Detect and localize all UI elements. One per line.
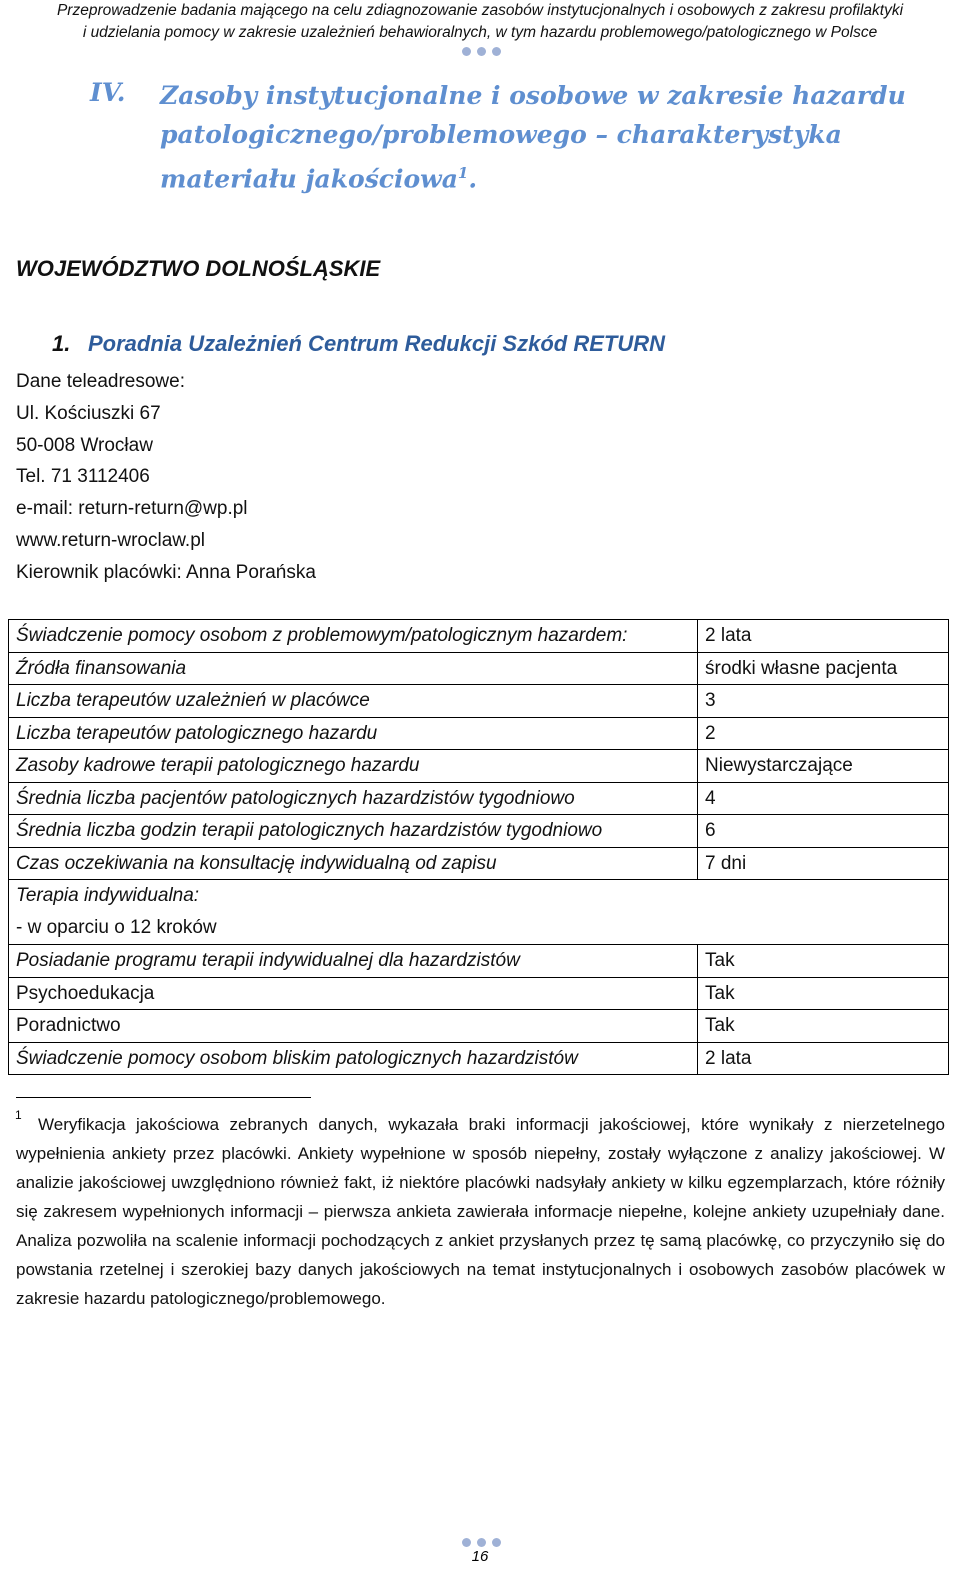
header-dots-ornament	[462, 47, 501, 56]
row-value: 2	[698, 717, 949, 750]
row-label: Liczba terapeutów uzależnień w placówce	[9, 685, 698, 718]
footnote-reference[interactable]: 1	[457, 164, 469, 182]
row-value: 3	[698, 685, 949, 718]
row-label: Zasoby kadrowe terapii patologicznego hazardu	[9, 750, 698, 783]
chapter-number: IV.	[90, 78, 126, 107]
row-label: Psychoedukacja	[9, 977, 698, 1010]
therapy-cell	[9, 880, 949, 945]
row-value: Tak	[698, 1010, 949, 1043]
contact-phone: Tel. 71 3112406	[16, 466, 150, 488]
contact-email[interactable]: e-mail: return-return@wp.pl	[16, 498, 248, 520]
chapter-title: Zasoby instytucjonalne i osobowe w zakresie hazardu patologicznego/problemowego – charakterystyka materiału jakościowa$^1$.	[160, 81, 906, 194]
row-value: Tak	[698, 977, 949, 1010]
row-label: Świadczenie pomocy osobom z problemowym/patologicznym hazardem:	[9, 620, 698, 653]
row-label: Posiadanie programu terapii indywidualnej dla hazardzistów	[9, 945, 698, 978]
row-value: Niewystarczające	[698, 750, 949, 783]
table-row	[9, 977, 949, 1010]
row-label: Poradnictwo	[9, 1010, 698, 1043]
row-label: Liczba terapeutów patologicznego hazardu	[9, 717, 698, 750]
therapy-item: - w oparciu o 12 kroków	[16, 917, 217, 938]
contact-website[interactable]: www.return-wroclaw.pl	[16, 529, 205, 551]
footnote-separator	[16, 1097, 311, 1098]
contact-details	[16, 366, 316, 589]
row-value: Tak	[698, 945, 949, 978]
table-row	[9, 815, 949, 848]
table-row	[9, 685, 949, 718]
table-row	[9, 750, 949, 783]
contact-manager: Kierownik placówki: Anna Porańska	[16, 561, 316, 583]
row-value: środki własne pacjenta	[698, 652, 949, 685]
row-value: 7 dni	[698, 847, 949, 880]
contact-city: 50-008 Wrocław	[16, 434, 153, 456]
row-value: 2 lata	[698, 620, 949, 653]
contact-heading: Dane teleadresowe:	[16, 371, 185, 392]
row-label: Średnia liczba pacjentów patologicznych hazardzistów tygodniowo	[9, 782, 698, 815]
footnote-text: Weryfikacja jakościowa zebranych danych, wykazała braki informacji jakościowej, które wynikały z nierzetelnego wypełnienia ankiety przez placówki. Ankiety wypełnione w sposób niepełny, zostały wyłączone z analizy jakościowej. W analizie jakościowej uwzględniono również fakt, iż niektóre placówki nadsyłały ankiety w kilku egzemplarzach, które różniły się zakresem wypełnionych informacji – pierwsza ankieta zawierała informacje niepełne, kolejne ankiety uzupełniały dane. Analiza pozwoliła na scalenie informacji pochodzących z ankiet przysłanych przez tę samą placówkę, co przyczyniło się do powstania rzetelnej i szerokiej bazy danych jakościowych na temat instytucjonalnych i osobowych zasobów placówek w zakresie hazardu patologicznego/problemowego.	[16, 1115, 945, 1308]
table-row	[9, 717, 949, 750]
table-row	[9, 847, 949, 880]
institution-name: Poradnia Uzależnień Centrum Redukcji Szkód RETURN	[88, 331, 665, 356]
row-value: 6	[698, 815, 949, 848]
running-header	[0, 0, 960, 44]
table-row	[9, 945, 949, 978]
contact-street: Ul. Kościuszki 67	[16, 402, 161, 424]
running-header-line-1: Przeprowadzenie badania mającego na celu zdiagnozowanie zasobów instytucjonalnych i osobowych z zakresu profilaktyki	[56, 2, 904, 19]
table-row	[9, 1042, 949, 1075]
page-number: 16	[471, 1548, 489, 1565]
region-heading: WOJEWÓDZTWO DOLNOŚLĄSKIE	[16, 256, 381, 281]
therapy-row	[9, 880, 949, 945]
institution-info-table	[8, 619, 949, 1075]
row-label: Źródła finansowania	[9, 652, 698, 685]
running-header-line-2: i udzielania pomocy w zakresie uzależnień behawioralnych, w tym hazardu problemowego/patologicznego w Polsce	[82, 24, 878, 41]
table-row	[9, 782, 949, 815]
row-label: Średnia liczba godzin terapii patologicznych hazardzistów tygodniowo	[9, 815, 698, 848]
therapy-heading: Terapia indywidualna:	[16, 885, 200, 906]
table-row	[9, 652, 949, 685]
institution-number: 1.	[52, 331, 71, 356]
row-label: Czas oczekiwania na konsultację indywidualną od zapisu	[9, 847, 698, 880]
footnote-mark: 1	[15, 1108, 22, 1122]
footer-dots-ornament	[462, 1538, 501, 1547]
row-label: Świadczenie pomocy osobom bliskim patologicznych hazardzistów	[9, 1042, 698, 1075]
table-row	[9, 1010, 949, 1043]
row-value: 2 lata	[698, 1042, 949, 1075]
row-value: 4	[698, 782, 949, 815]
table-row	[9, 620, 949, 653]
